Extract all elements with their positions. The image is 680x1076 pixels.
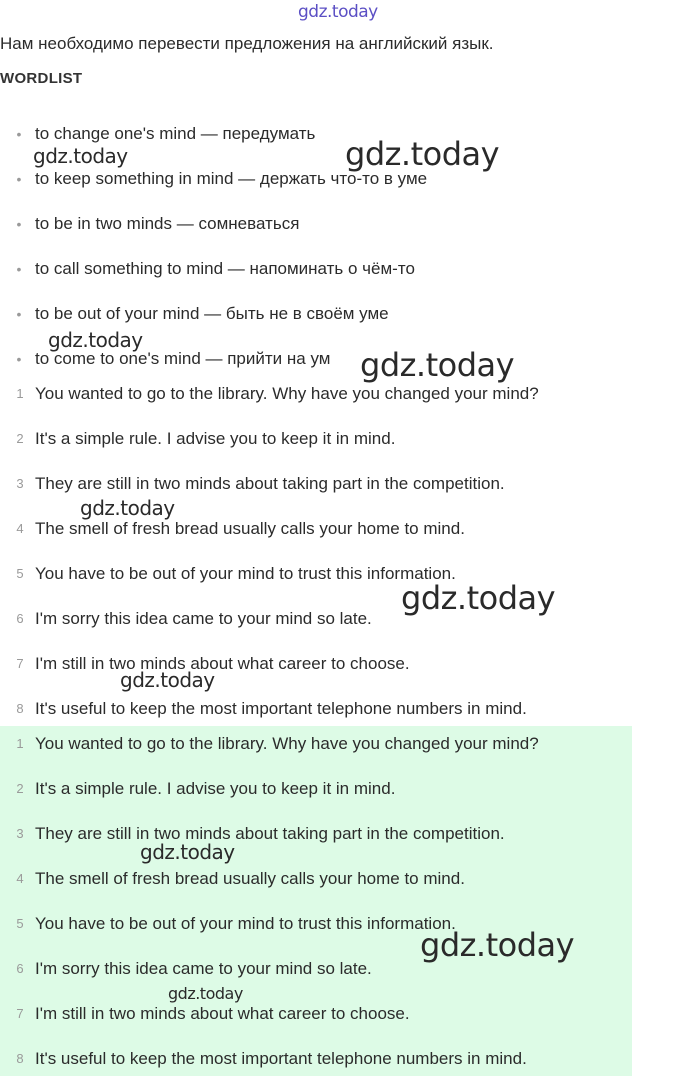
wordlist-item-text: to keep something in mind — держать что-то в уме [35,169,428,188]
wordlist-item-text: to be out of your mind — быть не в своём уме [35,304,389,323]
task-instruction: Нам необходимо перевести предложения на английский язык. [0,34,494,53]
sentence-text: I'm sorry this idea came to your mind so late. [35,609,372,628]
answer-number: 3 [16,826,24,841]
bullet-icon: • [16,351,22,367]
wordlist-item-text: to come to one's mind — прийти на ум [35,349,331,368]
sentence-number: 2 [16,431,24,446]
sentence-number: 7 [16,656,24,671]
answer-number: 1 [16,736,24,751]
answer-text: The smell of fresh bread usually calls your home to mind. [35,869,465,888]
watermark: gdz.today [168,984,243,1003]
watermark: gdz.today [360,346,515,384]
sentence-text: You have to be out of your mind to trust this information. [35,564,456,583]
answer-text: It's useful to keep the most important telephone numbers in mind. [35,1049,527,1068]
sentence-number: 1 [16,386,24,401]
bullet-icon: • [16,216,22,232]
answer-text: You wanted to go to the library. Why have you changed your mind? [35,734,539,753]
watermark: gdz.today [345,135,500,173]
watermark: gdz.today [401,579,556,617]
watermark: gdz.today [33,144,128,168]
sentence-number: 3 [16,476,24,491]
watermark: gdz.today [140,840,235,864]
watermark: gdz.today [420,926,575,964]
answer-number: 6 [16,961,24,976]
sentence-text: It's useful to keep the most important telephone numbers in mind. [35,699,527,718]
watermark: gdz.today [120,668,215,692]
bullet-icon: • [16,126,22,142]
answer-number: 2 [16,781,24,796]
sentence-number: 4 [16,521,24,536]
watermark: gdz.today [80,496,175,520]
answer-number: 5 [16,916,24,931]
answer-number: 8 [16,1051,24,1066]
sentence-number: 6 [16,611,24,626]
top-watermark: gdz.today [298,2,378,22]
answer-number: 7 [16,1006,24,1021]
answer-number: 4 [16,871,24,886]
wordlist-item-text: to be in two minds — сомневаться [35,214,300,233]
sentence-text: The smell of fresh bread usually calls your home to mind. [35,519,465,538]
sentence-text: It's a simple rule. I advise you to keep it in mind. [35,429,396,448]
watermark: gdz.today [48,328,143,352]
wordlist-item-text: to change one's mind — передумать [35,124,316,143]
wordlist-heading: WORDLIST [0,70,83,87]
answer-text: They are still in two minds about taking part in the competition. [35,824,505,843]
bullet-icon: • [16,306,22,322]
sentence-number: 5 [16,566,24,581]
answer-text: It's a simple rule. I advise you to keep it in mind. [35,779,396,798]
bullet-icon: • [16,261,22,277]
wordlist-item-text: to call something to mind — напоминать о чём-то [35,259,415,278]
sentence-text: You wanted to go to the library. Why have you changed your mind? [35,384,539,403]
bullet-icon: • [16,171,22,187]
answer-text: You have to be out of your mind to trust this information. [35,914,456,933]
sentence-text: I'm still in two minds about what career to choose. [35,654,410,673]
answer-text: I'm sorry this idea came to your mind so late. [35,959,372,978]
answer-text: I'm still in two minds about what career to choose. [35,1004,410,1023]
sentence-number: 8 [16,701,24,716]
sentence-text: They are still in two minds about taking part in the competition. [35,474,505,493]
